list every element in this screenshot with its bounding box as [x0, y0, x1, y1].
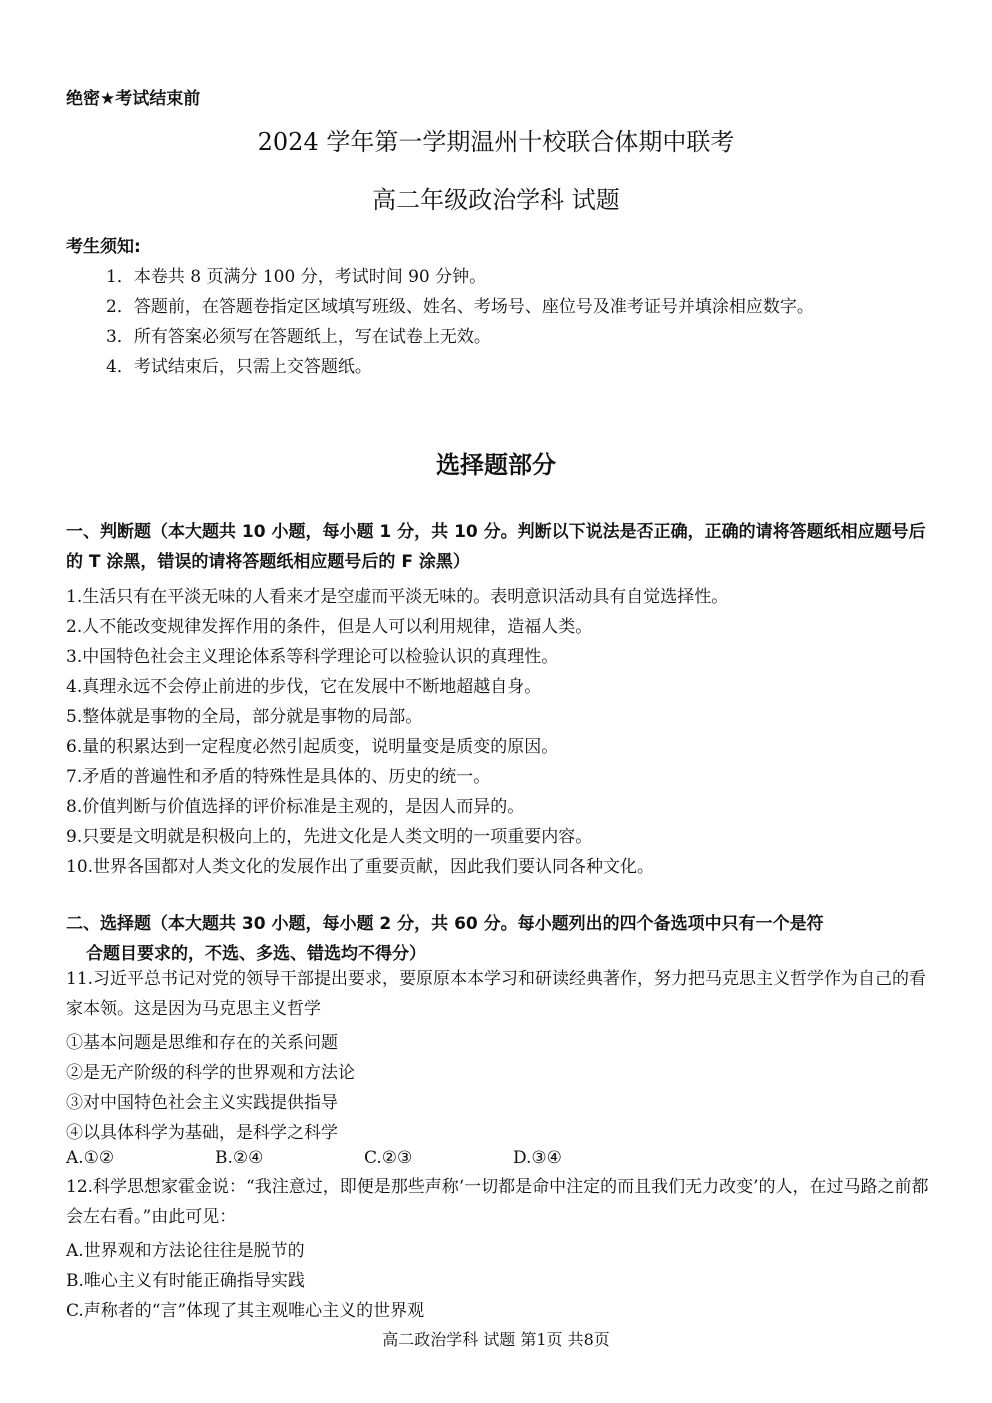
notice-heading: 考生须知:	[66, 237, 141, 257]
q11-option-b: B.②④	[215, 1148, 264, 1168]
q12-option-b: B.唯心主义有时能正确指导实践	[66, 1271, 305, 1291]
judge-question: 5.整体就是事物的全局，部分就是事物的局部。	[66, 707, 423, 727]
q11-item: ①基本问题是思维和存在的关系问题	[66, 1033, 338, 1053]
judge-question: 9.只要是文明就是积极向上的，先进文化是人类文明的一项重要内容。	[66, 827, 593, 847]
q11-option-c: C.②③	[364, 1148, 413, 1168]
notice-item: 4．考试结束后，只需上交答题纸。	[106, 357, 372, 377]
part1-heading: 一、判断题（本大题共 10 小题，每小题 1 分，共 10 分。判断以下说法是否正确，正确的请将答题纸相应题号后的 T 涂黑，错误的请将答题纸相应题号后的 F 涂黑）	[66, 522, 926, 572]
exam-subtitle: 高二年级政治学科 试题	[372, 186, 620, 214]
q12-stem: 12.科学思想家霍金说：“我注意过，即便是那些声称‘一切都是命中注定的而且我们无力改变’的人，在过马路之前都会左右看。”由此可见：	[66, 1177, 929, 1227]
judge-question: 2.人不能改变规律发挥作用的条件，但是人可以利用规律，造福人类。	[66, 617, 593, 637]
judge-question: 10.世界各国都对人类文化的发展作出了重要贡献，因此我们要认同各种文化。	[66, 857, 655, 877]
q11-option-a: A.①②	[66, 1148, 115, 1168]
judge-question: 3.中国特色社会主义理论体系等科学理论可以检验认识的真理性。	[66, 647, 559, 667]
judge-question: 6.量的积累达到一定程度必然引起质变，说明量变是质变的原因。	[66, 737, 559, 757]
page-footer: 高二政治学科 试题 第1页 共8页	[382, 1330, 610, 1349]
judge-question: 7.矛盾的普遍性和矛盾的特殊性是具体的、历史的统一。	[66, 767, 491, 787]
q11-option-d: D.③④	[513, 1148, 562, 1168]
judge-question: 1.生活只有在平淡无味的人看来才是空虚而平淡无味的。表明意识活动具有自觉选择性。	[66, 587, 729, 607]
q11-item: ③对中国特色社会主义实践提供指导	[66, 1093, 338, 1113]
part2-heading-line1: 二、选择题（本大题共 30 小题，每小题 2 分，共 60 分。每小题列出的四个备选项中只有一个是符	[66, 914, 824, 934]
notice-item: 3．所有答案必须写在答题纸上，写在试卷上无效。	[106, 327, 491, 347]
section-title: 选择题部分	[436, 451, 556, 479]
notice-item: 2．答题前，在答题卷指定区域填写班级、姓名、考场号、座位号及准考证号并填涂相应数字。	[106, 297, 814, 317]
part2-heading-line2: 合题目要求的，不选、多选、错选均不得分）	[86, 944, 426, 964]
secret-label: 绝密★考试结束前	[66, 89, 201, 109]
q11-stem: 11.习近平总书记对党的领导干部提出要求，要原原本本学习和研读经典著作，努力把马克思主义哲学作为自己的看家本领。这是因为马克思主义哲学	[66, 969, 927, 1019]
judge-question: 8.价值判断与价值选择的评价标准是主观的，是因人而异的。	[66, 797, 525, 817]
q12-option-c: C.声称者的“言”体现了其主观唯心主义的世界观	[66, 1301, 425, 1321]
judge-question: 4.真理永远不会停止前进的步伐，它在发展中不断地超越自身。	[66, 677, 542, 697]
q11-item: ④以具体科学为基础，是科学之科学	[66, 1123, 338, 1143]
notice-item: 1．本卷共 8 页满分 100 分，考试时间 90 分钟。	[106, 267, 487, 287]
q12-option-a: A.世界观和方法论往往是脱节的	[66, 1241, 305, 1261]
q11-item: ②是无产阶级的科学的世界观和方法论	[66, 1063, 355, 1083]
exam-title: 2024 学年第一学期温州十校联合体期中联考	[257, 128, 735, 156]
